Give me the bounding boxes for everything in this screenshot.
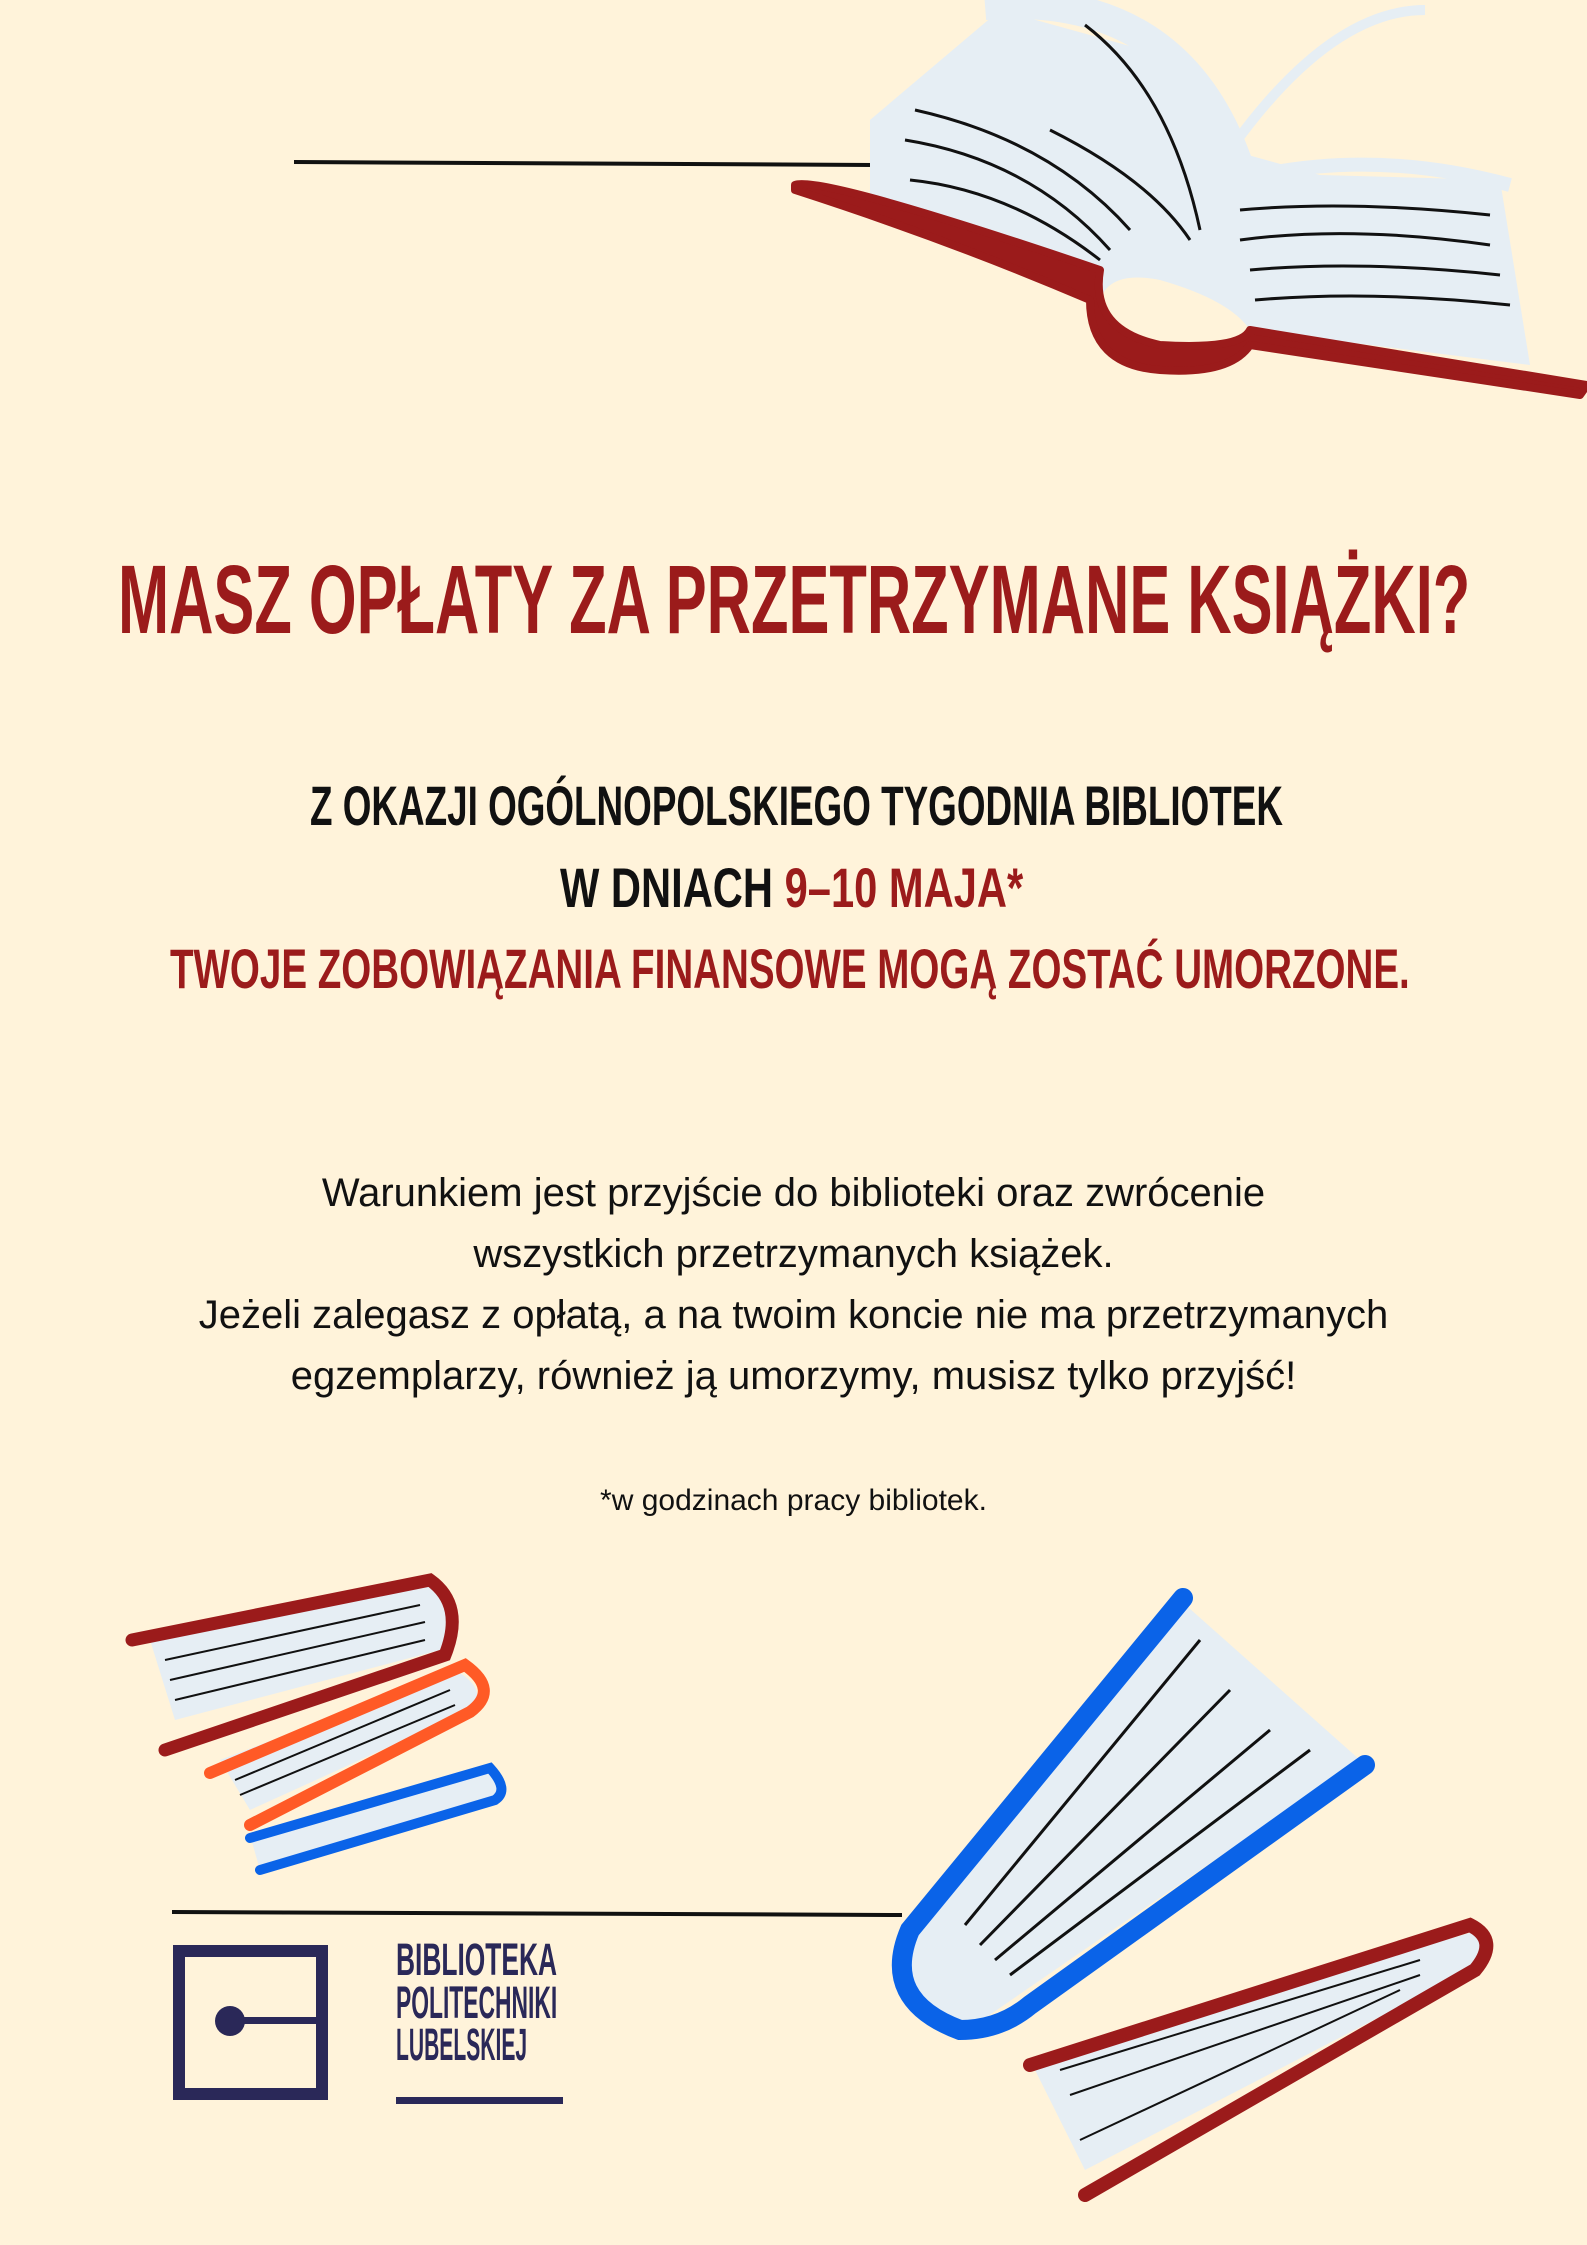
divider-line-bottom — [172, 1912, 902, 1915]
falling-books-icon — [902, 1598, 1488, 2195]
conditions-text — [0, 1163, 1587, 1407]
intro-line-2 — [560, 856, 1024, 919]
conditions-line: egzemplarzy, również ją umorzymy, musisz tylko przyjść! — [290, 1354, 1297, 1398]
logo-line-3: LUBELSKIEJ — [396, 2018, 528, 2070]
divider-line-top — [294, 162, 873, 165]
book-stack-icon — [132, 1580, 501, 1870]
intro-line-1: Z OKAZJI OGÓLNOPOLSKIEGO TYGODNIA BIBLIOTEK — [310, 774, 1283, 837]
intro-date-prefix: W DNIACH — [560, 856, 785, 919]
conditions-line: Warunkiem jest przyjście do biblioteki oraz zwrócenie — [321, 1171, 1266, 1215]
headline: MASZ OPŁATY ZA PRZETRZYMANE KSIĄŻKI? — [118, 544, 1471, 654]
footnote: *w godzinach pracy bibliotek. — [600, 1484, 987, 1517]
conditions-line: wszystkich przetrzymanych książek. — [473, 1232, 1114, 1276]
logo-line-1: BIBLIOTEKA — [396, 1933, 558, 1985]
logo-line-2: POLITECHNIKI — [396, 1976, 558, 2028]
open-book-icon — [795, 4, 1587, 395]
conditions-line: Jeżeli zalegasz z opłatą, a na twoim koncie nie ma przetrzymanych — [198, 1293, 1389, 1337]
intro-dates: 9–10 MAJA* — [784, 856, 1024, 919]
intro-line-3: TWOJE ZOBOWIĄZANIA FINANSOWE MOGĄ ZOSTAĆ UMORZONE. — [170, 937, 1410, 1000]
